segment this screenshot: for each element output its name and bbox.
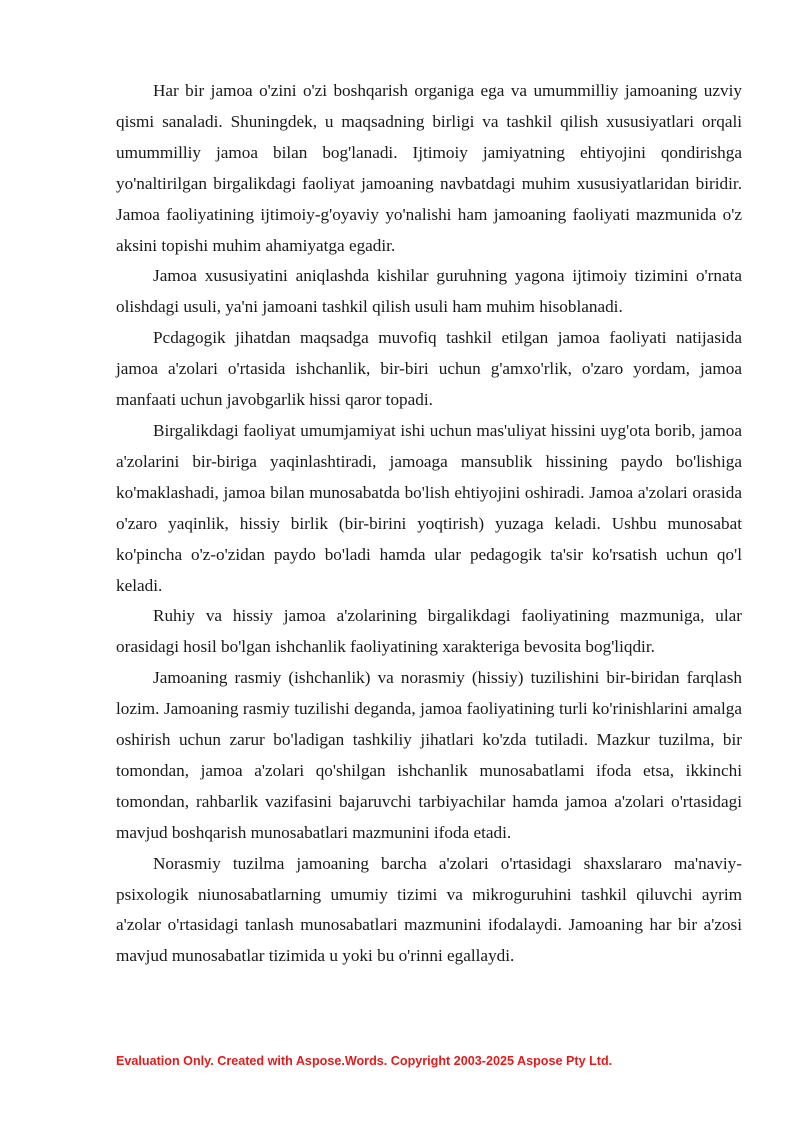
- paragraph-3: Pcdagogik jihatdan maqsadga muvofiq tashkil etilgan jamoa faoliyati natijasida jamoa a'zolari o'rtasida ishchanlik, bir-biri uchun g'amxo'rlik, o'zaro yordam, jamoa manfaati uchun javobgarlik hissi qaror topadi.: [116, 328, 742, 410]
- paragraph-6: Jamoaning rasmiy (ishchanlik) va norasmiy (hissiy) tuzilishini bir-biridan farqlash lozim. Jamoaning rasmiy tuzilishi deganda, jamoa faoliyatining turli ko'rinishlarini amalga oshirish uchun zarur bo'ladigan tashkiliy jihatlari ko'zda tutiladi. Mazkur tuzilma, bir tomondan, jamoa a'zolari qo'shilgan ishchanlik munosabatlami ifoda etsa, ikkinchi tomondan, rahbarlik vazifasini bajaruvchi tarbiyachilar hamda jamoa a'zolari o'rtasidagi mavjud boshqarish munosabatlari mazmunini ifoda etadi.: [116, 668, 742, 842]
- document-body: [116, 76, 742, 972]
- paragraph-1: Har bir jamoa o'zini o'zi boshqarish organiga ega va umummilliy jamoaning uzviy qismi sanaladi. Shuningdek, u maqsadning birligi va tashkil qilish xususiyatlari orqali umummilliy jamoa bilan bog'lanadi. Ijtimoiy jamiyatning ehtiyojini qondirishga yo'naltirilgan birgalikdagi faoliyat jamoaning navbatdagi muhim xususiyatlaridan biridir. Jamoa faoliyatining ijtimoiy-g'oyaviy yo'nalishi ham jamoaning faoliyati mazmunida o'z aksini topishi muhim ahamiyatga egadir.: [116, 81, 742, 255]
- paragraph-5: Ruhiy va hissiy jamoa a'zolarining birgalikdagi faoliyatining mazmuniga, ular orasidagi hosil bo'lgan ishchanlik faoliyatining xarakteriga bevosita bog'liqdir.: [116, 606, 742, 657]
- paragraph-2: Jamoa xususiyatini aniqlashda kishilar guruhning yagona ijtimoiy tizimini o'rnata olishdagi usuli, ya'ni jamoani tashkil qilish usuli ham muhim hisoblanadi.: [116, 266, 742, 317]
- evaluation-watermark: Evaluation Only. Created with Aspose.Words. Copyright 2003-2025 Aspose Pty Ltd.: [116, 1054, 613, 1068]
- paragraph-7: Norasmiy tuzilma jamoaning barcha a'zolari o'rtasidagi shaxslararo ma'naviy-psixologik niunosabatlarning umumiy tizimi va mikroguruhini tashkil qiluvchi ayrim a'zolar o'rtasidagi tanlash munosabatlari mazmunini ifodalaydi. Jamoaning har bir a'zosi mavjud munosabatlar tizimida u yoki bu o'rinni egallaydi.: [116, 853, 742, 966]
- paragraph-4: Birgalikdagi faoliyat umumjamiyat ishi uchun mas'uliyat hissini uyg'ota borib, jamoa a'zolarini bir-biriga yaqinlashtiradi, jamoaga mansublik hissining paydo bo'lishiga ko'maklashadi, jamoa bilan munosabatda bo'lish ehtiyojini oshiradi. Jamoa a'zolari orasida o'zaro yaqinlik, hissiy birlik (bir-birini yoqtirish) yuzaga keladi. Ushbu munosabat ko'pincha o'z-o'zidan paydo bo'ladi hamda ular pedagogik ta'sir ko'rsatish uchun qo'l keladi.: [116, 420, 742, 595]
